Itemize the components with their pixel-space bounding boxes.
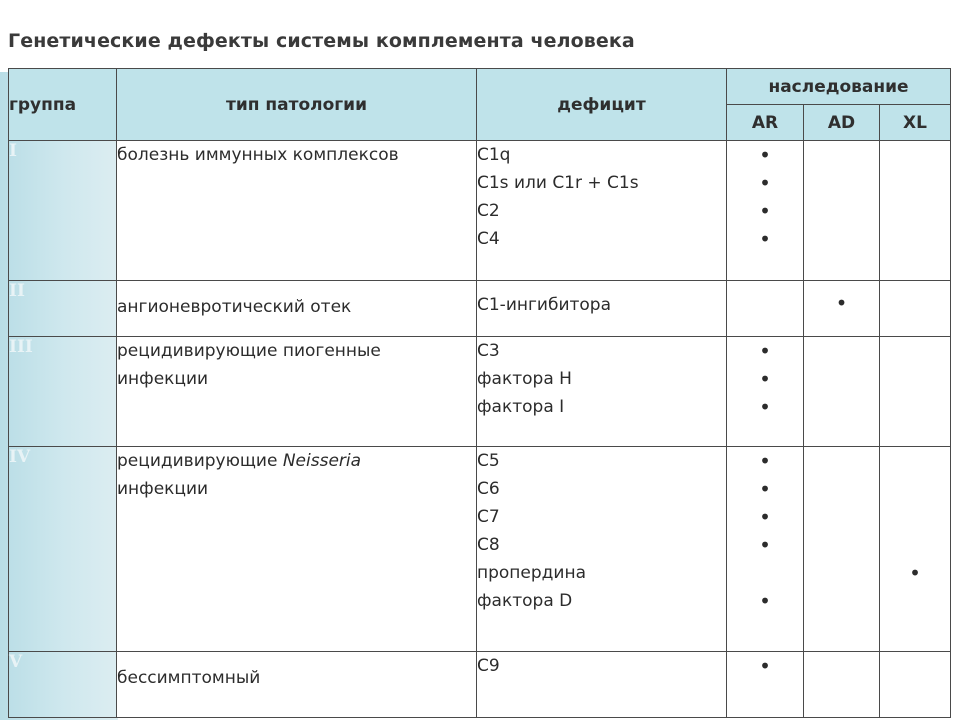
deficit-cell bbox=[477, 281, 727, 337]
inheritance-xl-cell bbox=[880, 337, 951, 447]
header-xl: XL bbox=[880, 105, 951, 141]
inheritance-bullet: • bbox=[759, 227, 771, 251]
inheritance-bullet: • bbox=[759, 395, 771, 419]
pathology-text: бессимптомный bbox=[117, 668, 261, 688]
inheritance-ad-cell bbox=[804, 141, 880, 281]
deficit-item: C7 bbox=[477, 507, 500, 527]
pathology-italic: Neisseria bbox=[282, 451, 362, 471]
group-number: I bbox=[9, 141, 117, 281]
inheritance-ar-cell bbox=[727, 281, 804, 337]
group-number: II bbox=[9, 281, 117, 337]
inheritance-xl-cell bbox=[880, 652, 951, 718]
inheritance-ad-cell bbox=[804, 337, 880, 447]
deficit-cell bbox=[477, 337, 727, 447]
table-row bbox=[9, 141, 951, 281]
deficit-item: C1s или C1r + C1s bbox=[477, 173, 639, 193]
deficit-item: C5 bbox=[477, 451, 500, 471]
inheritance-bullet: • bbox=[759, 339, 771, 363]
pathology-text: болезнь иммунных комплексов bbox=[117, 145, 399, 165]
inheritance-ad-cell bbox=[804, 447, 880, 652]
inheritance-bullet: • bbox=[759, 477, 771, 501]
deficit-item: фактора D bbox=[477, 591, 573, 611]
inheritance-ar-cell bbox=[727, 337, 804, 447]
table-title: Генетические дефекты системы комплемента человека bbox=[8, 30, 635, 52]
table-row bbox=[9, 337, 951, 447]
deficit-item: пропердина bbox=[477, 563, 587, 583]
deficit-item: C3 bbox=[477, 341, 500, 361]
deficit-item: C2 bbox=[477, 201, 500, 221]
inheritance-bullet: • bbox=[759, 533, 771, 557]
header-inheritance: наследование bbox=[727, 69, 951, 105]
inheritance-ad-cell bbox=[804, 652, 880, 718]
pathology-cell bbox=[117, 652, 477, 718]
inheritance-bullet: • bbox=[909, 561, 921, 585]
pathology-cell bbox=[117, 141, 477, 281]
inheritance-xl-cell bbox=[880, 281, 951, 337]
inheritance-ad-cell bbox=[804, 281, 880, 337]
header-pathology: тип патологии bbox=[117, 69, 477, 141]
header-deficit: дефицит bbox=[477, 69, 727, 141]
deficit-item: C4 bbox=[477, 229, 500, 249]
inheritance-bullet: • bbox=[759, 505, 771, 529]
inheritance-bullet: • bbox=[759, 199, 771, 223]
pathology-text: инфекции bbox=[117, 369, 209, 389]
deficit-item: фактора H bbox=[477, 369, 572, 389]
deficit-cell bbox=[477, 447, 727, 652]
pathology-text: инфекции bbox=[117, 479, 209, 499]
deficit-item: фактора I bbox=[477, 397, 565, 417]
header-ar: AR bbox=[727, 105, 804, 141]
complement-defects-table bbox=[8, 68, 951, 718]
inheritance-ar-cell bbox=[727, 447, 804, 652]
inheritance-ar-cell bbox=[727, 141, 804, 281]
table-row bbox=[9, 281, 951, 337]
inheritance-bullet: • bbox=[759, 143, 771, 167]
pathology-cell bbox=[117, 447, 477, 652]
pathology-cell bbox=[117, 337, 477, 447]
pathology-text: ангионевротический отек bbox=[117, 297, 352, 317]
deficit-item: C6 bbox=[477, 479, 500, 499]
pathology-text bbox=[117, 447, 476, 475]
group-number: IV bbox=[9, 447, 117, 652]
inheritance-bullet: • bbox=[759, 589, 771, 613]
header-group: группа bbox=[9, 69, 117, 141]
inheritance-xl-cell bbox=[880, 141, 951, 281]
inheritance-ar-cell bbox=[727, 652, 804, 718]
deficit-item: C8 bbox=[477, 535, 500, 555]
inheritance-bullet: • bbox=[835, 291, 848, 315]
table-row bbox=[9, 652, 951, 718]
header-ad: AD bbox=[804, 105, 880, 141]
group-number: III bbox=[9, 337, 117, 447]
deficit-cell bbox=[477, 141, 727, 281]
pathology-text: рецидивирующие пиогенные bbox=[117, 341, 381, 361]
pathology-cell bbox=[117, 281, 477, 337]
group-number: V bbox=[9, 652, 117, 718]
inheritance-xl-cell bbox=[880, 447, 951, 652]
deficit-item: C9 bbox=[477, 656, 500, 676]
deficit-item: C1-ингибитора bbox=[477, 295, 612, 315]
pathology-prefix: рецидивирующие bbox=[117, 451, 283, 471]
deficit-item: C1q bbox=[477, 145, 511, 165]
inheritance-bullet: • bbox=[759, 449, 771, 473]
inheritance-bullet: • bbox=[759, 367, 771, 391]
deficit-cell bbox=[477, 652, 727, 718]
inheritance-bullet: • bbox=[759, 654, 771, 678]
table-row bbox=[9, 447, 951, 652]
inheritance-bullet: • bbox=[759, 171, 771, 195]
